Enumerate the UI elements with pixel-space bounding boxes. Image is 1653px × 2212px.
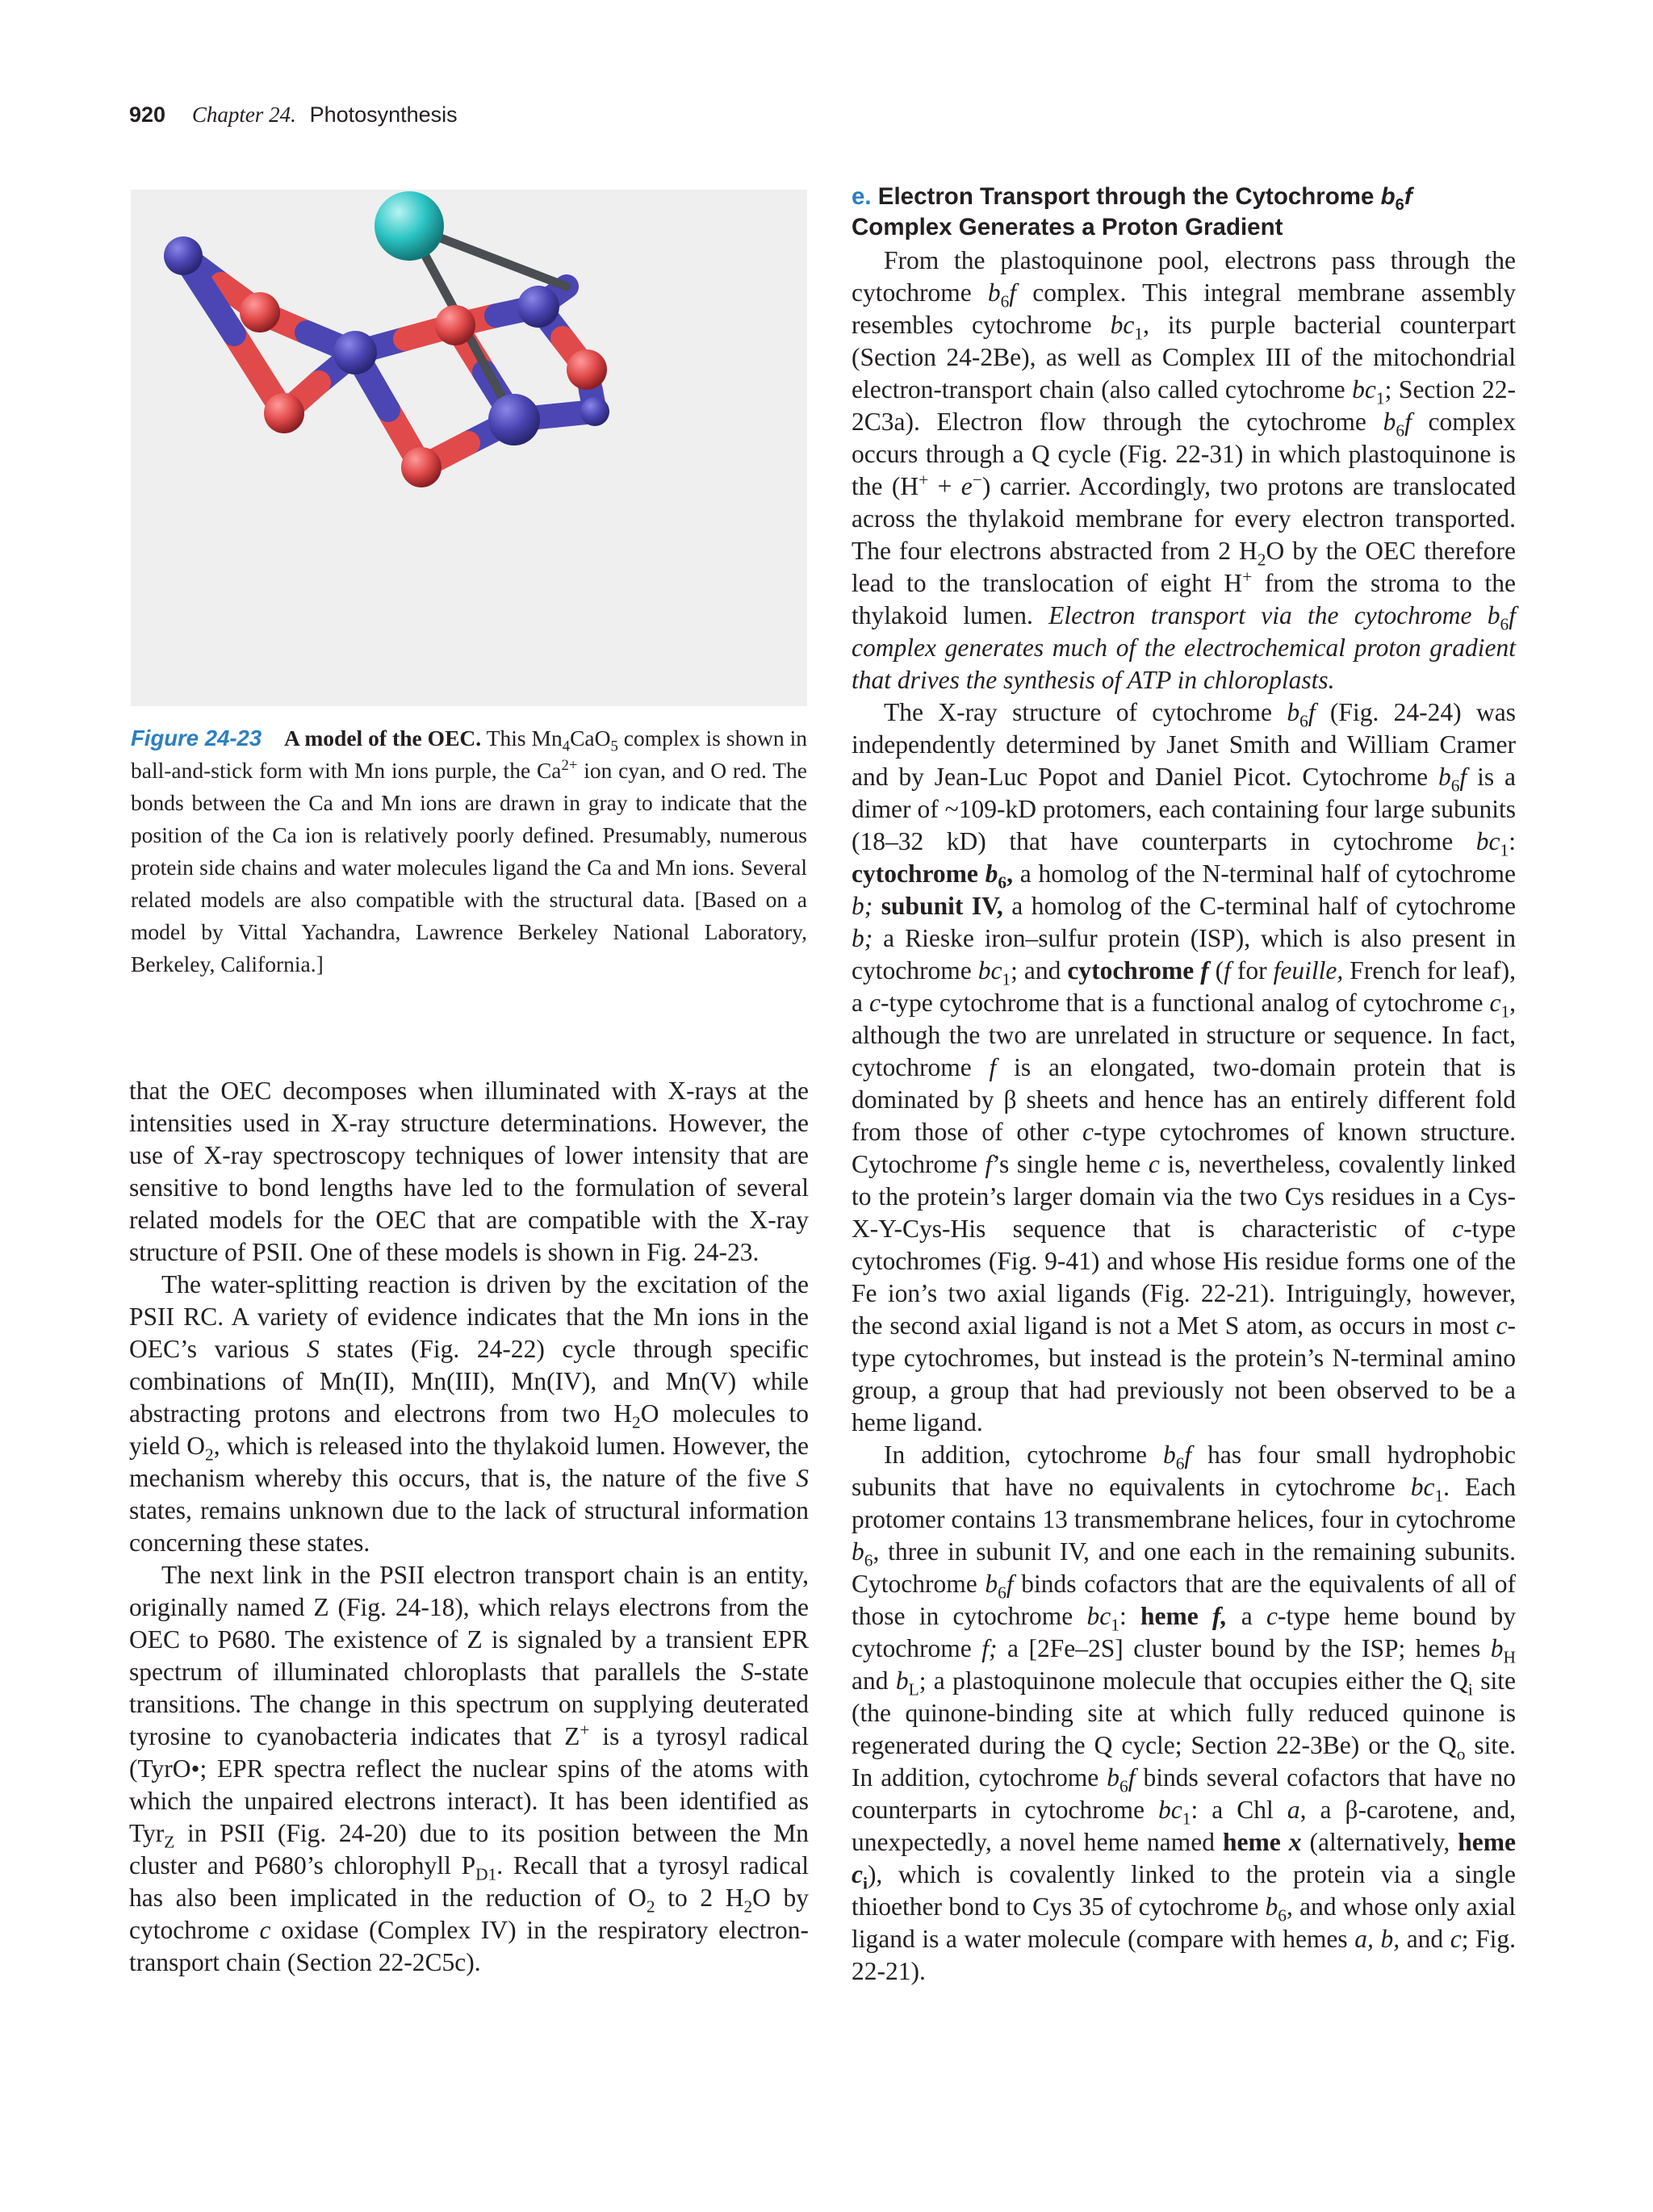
figure-caption [131,722,807,981]
caption-sup: 2+ [561,756,578,774]
caption-sub: 5 [610,738,618,755]
caption-text: complex is shown in ball-and-stick form with Mn ions purple, the Ca [131,725,807,783]
right-column [852,182,1516,1988]
caption-text: CaO [570,725,611,751]
page-number: 920 [129,102,166,127]
paragraph-entity-z: The next link in the PSII electron transport chain is an entity, originally named Z (Fig. 24-18), which relays electrons from the OEC to P680. The existence of Z is signaled by a transient EPR spectrum of illuminated chloroplasts that parallels the S-state transitions. The change in this spectrum on supplying deuterated tyrosine to cyanobacteria indicates that Z+ is a tyrosyl radical (TyrO•; EPR spectra reflect the nuclear spins of the atoms with which the unpaired electrons interact). It has been identified as Tyr$_Z$ in PSII (Fig. 24-20) due to its position between the Mn cluster and P680’s chlorophyll $P_{D1}$. Recall that a tyrosyl radical has also been implicated in the reduction of $O_2$ to 2 $H_2O$ by cytochrome c oxidase (Complex IV) in the respiratory electron-transport chain (Section 22-2C5c). [129,1561,810,1976]
caption-text: This Mn [486,725,563,751]
paragraph-xray-structure: The X-ray structure of cytochrome $b_6f$ (Fig. 24-24) was independently determined by Janet Smith and William Cramer and by Jean-Luc Popot and Daniel Picot. Cytochrome $b_6f$ is a dimer of ~109-kD protomers, each containing four large subunits (18–32 kD) that have counterparts in cytochrome $bc_1$: cytochrome $b_6$, a homolog of the N-terminal half of cytochrome b; subunit IV, a homolog of the C-terminal half of cytochrome b; a Rieske iron–sulfur protein (ISP), which is also present in cytochrome $bc_1$; and cytochrome f (f for feuille, French for leaf), a c-type cytochrome that is a functional analog of cytochrome $c_1$, although the two are unrelated in structure or sequence. In fact, cytochrome f is an elongated, two-domain protein that is dominated by β sheets and hence has an entirely different fold from those of other c-type cytochromes of known structure. Cytochrome f’s single heme c is, nevertheless, covalently linked to the protein’s larger domain via the two Cys residues in a Cys-X-Y-Cys-His sequence that is characteristic of c-type cytochromes (Fig. 9-41) and whose His residue forms one of the Fe ion’s two axial ligands (Fig. 22-21). Intriguingly, however, the second axial ligand is not a Met S atom, as occurs in most c-type cytochromes, but instead is the protein’s N-terminal amino group, a group that had previously not been observed to be a heme ligand. [852,698,1517,1436]
figure-label: Figure 24-23 [131,725,262,751]
chapter-title: Photosynthesis [309,102,458,127]
oec-model-figure [131,190,807,706]
paragraph-oec-xray: that the OEC decomposes when illuminated with X-rays at the intensities used in X-ray structure determinations. However, the use of X-ray spectroscopy techniques of lower intensity that are sensitive to bond lengths have led to the formulation of several related models for the OEC that are compatible with the X-ray structure of PSII. One of these models is shown in Fig. 24-23. [129,1077,809,1266]
chapter-label: Chapter 24. [191,102,296,127]
oec-ball-and-stick-model [131,190,807,706]
paragraph-small-subunits: In addition, cytochrome $b_6f$ has four small hydrophobic subunits that have no equivalents in cytochrome $bc_1$. Each protomer contains 13 transmembrane helices, four in cytochrome $b_6$, three in subunit IV, and one each in the remaining subunits. Cytochrome $b_6f$ binds cofactors that are the equivalents of all of those in cytochrome $bc_1$: heme f, a c-type heme bound by cytochrome f; a [2Fe–2S] cluster bound by the ISP; hemes $b_H$ and $b_L$; a plastoquinone molecule that occupies either the $Q_i$ site (the quinone-binding site at which fully reduced quinone is regenerated during the Q cycle; Section 22-3Be) or the $Q_o$ site. In addition, cytochrome $b_6f$ binds several cofactors that have no counterparts in cytochrome $bc_1$: a Chl a, a β-carotene, and, unexpectedly, a novel heme named heme x (alternatively, heme $c_i$), which is covalently linked to the protein via a single thioether bond to Cys 35 of cytochrome $b_6$, and whose only axial ligand is a water molecule (compare with hemes a, b, and c; Fig. 22-21). [852,1441,1517,1985]
caption-sub: 4 [562,738,571,755]
caption-text: ion cyan, and O red. The bonds between the Ca and Mn ions are drawn in gray to indicate that the position of the Ca ion is relatively poorly defined. Presumably, numerous protein side chains and water molecules ligand the Ca and Mn ions. Several related models are also compatible with the structural data. [Based on a model by Vittal Yachandra, Lawrence Berkeley National Laboratory, Berkeley, California.] [131,758,807,976]
left-column [129,1075,809,1979]
section-heading: e. Electron Transport through the Cytochrome $b_6f$ Complex Generates a Proton Gradient [852,183,1412,240]
figure-title: A model of the OEC. [284,725,482,751]
paragraph-water-splitting: The water-splitting reaction is driven by the excitation of the PSII RC. A variety of evidence indicates that the Mn ions in the OEC’s various S states (Fig. 24-22) cycle through specific combinations of Mn(II), Mn(III), Mn(IV), and Mn(V) while abstracting protons and electrons from two $H_2O$ molecules to yield $O_2$, which is released into the thylakoid lumen. However, the mechanism whereby this occurs, that is, the nature of the five S states, remains unknown due to the lack of structural information concerning these states. [129,1270,810,1557]
paragraph-cytochrome-b6f-intro: From the plastoquinone pool, electrons pass through the cytochrome $b_6f$ complex. This integral membrane assembly resembles cytochrome $bc_1$, its purple bacterial counterpart (Section 24-2Be), as well as Complex III of the mitochondrial electron-transport chain (also called cytochrome $bc_1$; Section 22-2C3a). Electron flow through the cytochrome $b_6f$ complex occurs through a Q cycle (Fig. 22-31) in which plastoquinone is the (H+ + e−) carrier. Accordingly, two protons are translocated across the thylakoid membrane for every electron transported. The four electrons abstracted from 2 $H_2O$ by the OEC therefore lead to the translocation of eight H+ from the stroma to the thylakoid lumen. Electron transport via the cytochrome $b_6f$ complex generates much of the electrochemical proton gradient that drives the synthesis of ATP in chloroplasts. [852,246,1517,694]
calcium-atom [375,191,444,261]
running-header [129,102,458,128]
